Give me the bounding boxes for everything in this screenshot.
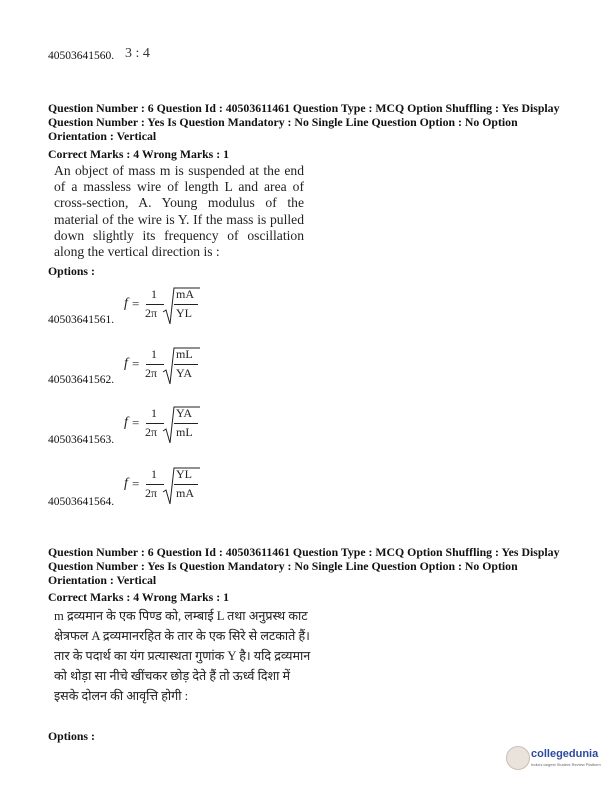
formula-two-pi: 2π xyxy=(145,366,158,380)
option-4-formula xyxy=(118,466,218,508)
logo-brand: collegedunia xyxy=(531,748,599,760)
option-2-formula xyxy=(118,346,218,388)
formula-two-pi: 2π xyxy=(145,306,158,320)
formula-two-pi: 2π xyxy=(145,425,158,439)
option-3-formula xyxy=(118,405,218,447)
formula-denominator: YA xyxy=(176,366,193,380)
question-meta-line3-hi: Orientation : Vertical xyxy=(48,573,157,587)
formula-eq: = xyxy=(132,415,140,430)
answer-id: 40503641560. xyxy=(48,50,115,62)
formula-one: 1 xyxy=(151,467,157,481)
question-text-hi: m द्रव्यमान के एक पिण्ड को, लम्बाई L तथा अनुप्रस्थ काट क्षेत्रफल A द्रव्यमानरहित के तार के एक सिरे से लटकाते हैं। तार के पदार्थ का यंग प्रत्यास्थता गुणांक Y है। यदि द्रव्यमान को थोड़ा सा नीचे खींचकर छोड़ देते हैं तो ऊर्ध्व दिशा में इसके दोलन की आवृत्ति होगी : xyxy=(54,609,311,703)
question-meta-line3: Orientation : Vertical xyxy=(48,129,157,143)
question-marks: Correct Marks : 4 Wrong Marks : 1 xyxy=(48,147,229,161)
formula-eq: = xyxy=(132,356,140,371)
option-3-id: 40503641563. xyxy=(48,434,115,446)
logo-tagline: India's largest Student Review Platform xyxy=(531,762,601,767)
formula-denominator: mL xyxy=(176,425,193,439)
options-label-hi: Options : xyxy=(48,729,95,743)
option-4-id: 40503641564. xyxy=(48,496,115,508)
formula-eq: = xyxy=(132,476,140,491)
question-marks-hi: Correct Marks : 4 Wrong Marks : 1 xyxy=(48,590,229,604)
option-2-id: 40503641562. xyxy=(48,374,115,386)
question-text-en: An object of mass m is suspended at the end of a massless wire of length L and area of cross-section, A. Young modulus of the material of the wire is Y. If the mass is pulled down slightly its frequency of oscillation along the vertical direction is : xyxy=(54,163,304,260)
question-meta-line1: Question Number : 6 Question Id : 40503611461 Question Type : MCQ Option Shuffling : Yes Display xyxy=(48,101,560,115)
formula-numerator: mL xyxy=(176,347,193,361)
answer-value: 3 : 4 xyxy=(125,46,150,61)
formula-numerator: YL xyxy=(176,467,192,481)
collegedunia-logo xyxy=(506,744,601,776)
formula-f: f xyxy=(124,415,128,430)
options-label: Options : xyxy=(48,264,95,278)
formula-f: f xyxy=(124,296,128,311)
formula-numerator: mA xyxy=(176,287,194,301)
formula-denominator: mA xyxy=(176,486,194,500)
mascot-icon xyxy=(506,746,530,770)
formula-two-pi: 2π xyxy=(145,486,158,500)
formula-denominator: YL xyxy=(176,306,192,320)
fraction-bar xyxy=(174,484,198,485)
fraction-bar xyxy=(174,364,198,365)
question-meta-line1-hi: Question Number : 6 Question Id : 40503611461 Question Type : MCQ Option Shuffling : Yes Display xyxy=(48,545,560,559)
option-1-formula xyxy=(118,286,218,328)
formula-one: 1 xyxy=(151,406,157,420)
question-meta-line2: Question Number : Yes Is Question Mandatory : No Single Line Question Option : No Option xyxy=(48,115,518,129)
option-1-id: 40503641561. xyxy=(48,314,115,326)
formula-f: f xyxy=(124,476,128,491)
formula-one: 1 xyxy=(151,347,157,361)
fraction-bar xyxy=(174,423,198,424)
formula-numerator: YA xyxy=(176,406,193,420)
fraction-bar xyxy=(174,304,198,305)
formula-f: f xyxy=(124,356,128,371)
formula-eq: = xyxy=(132,296,140,311)
formula-one: 1 xyxy=(151,287,157,301)
question-meta-line2-hi: Question Number : Yes Is Question Mandatory : No Single Line Question Option : No Option xyxy=(48,559,518,573)
